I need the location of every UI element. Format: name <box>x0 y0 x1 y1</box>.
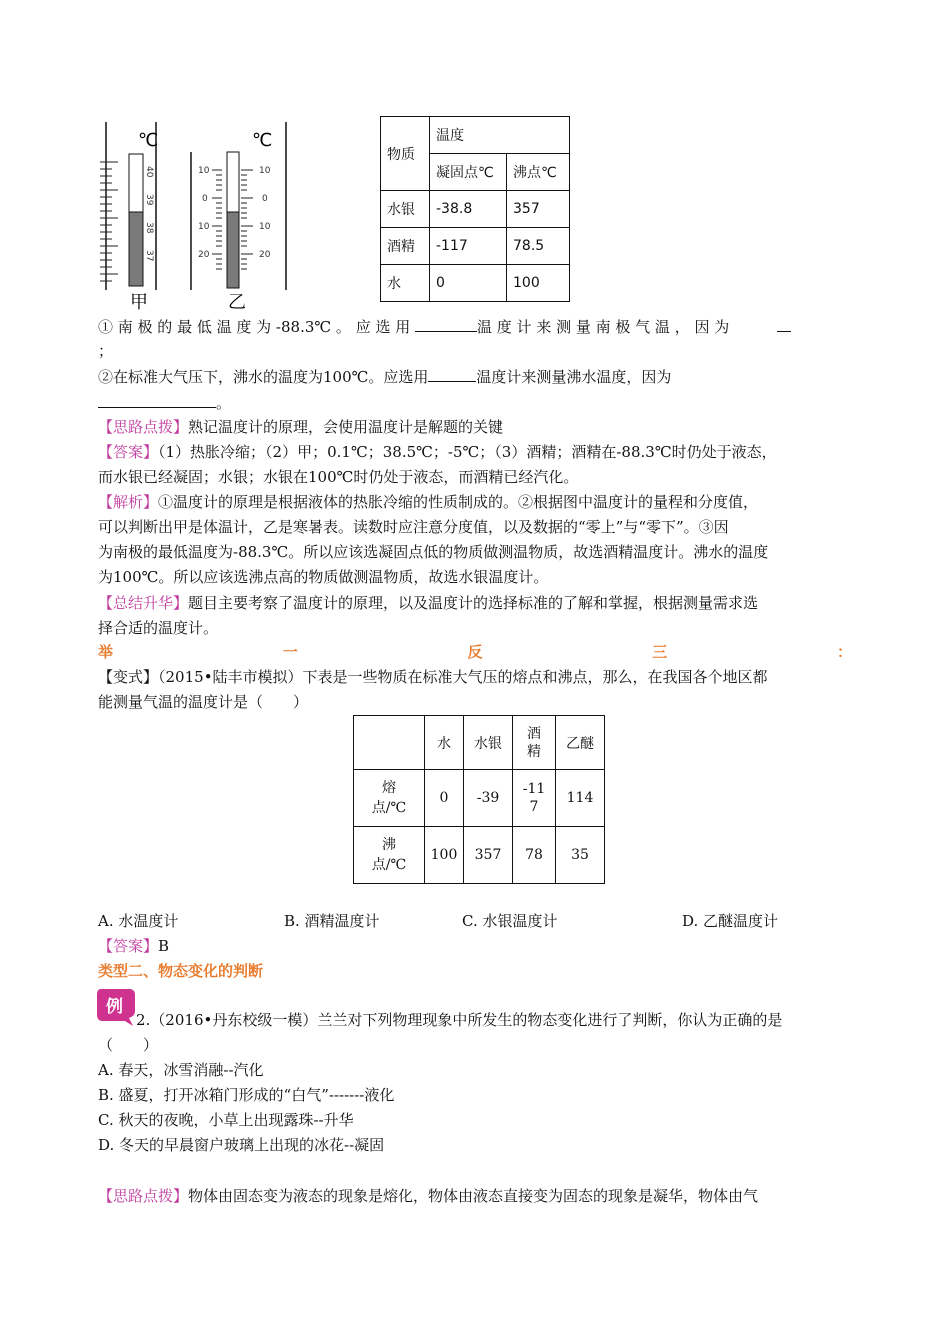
thermo-yi-right-2: 10 <box>259 222 271 232</box>
hint-2: 【思路点拨】物体由固态变为液态的现象是熔化，物体由液态直接变为固态的现象是凝华，物体由气 <box>98 1187 759 1205</box>
question-1-line4: 。 <box>98 392 231 414</box>
table-row: 酒精 -117 78.5 <box>381 228 570 265</box>
thermo-jia-label: 甲 <box>130 292 148 312</box>
table-row: 水 0 100 <box>381 265 570 302</box>
example-line2: （ ） <box>98 1036 159 1054</box>
analysis-1-line1: 【解析】①温度计的原理是根据液体的热胀冷缩的性质制成的。②根据图中温度计的量程和分度值， <box>98 493 759 511</box>
thermo-yi-right-0: 10 <box>259 166 271 176</box>
thermo-yi-column <box>227 212 239 288</box>
example-option-a: A. 春天，冰雪消融--汽化 <box>98 1061 264 1079</box>
thermo-yi-left-ticks <box>212 170 222 269</box>
hint-1: 【思路点拨】熟记温度计的原理，会使用温度计是解题的关键 <box>98 418 504 436</box>
example-line1: 2.（2016•丹东校级一模）兰兰对下列物理现象中所发生的物态变化进行了判断，你认为正确的是 <box>136 1011 783 1029</box>
svg-text:例: 例 <box>106 997 123 1017</box>
question-1-line2: ； <box>98 342 114 360</box>
option-b: B. 酒精温度计 <box>284 912 380 930</box>
table1-col-boiling: 沸点℃ <box>507 154 570 191</box>
answer-1-line1: 【答案】（1）热胀冷缩；（2）甲；0.1℃；38.5℃；-5℃；（3）酒精；酒精在-88.3℃时仍处于液态， <box>98 443 777 461</box>
example-option-b: B. 盛夏，打开冰箱门形成的“白气”-------液化 <box>98 1086 395 1104</box>
thermo-yi-left-0: 10 <box>198 166 210 176</box>
thermo-yi-right-ticks <box>241 170 253 269</box>
analysis-1-line2: 可以判断出甲是体温计，乙是寒暑表。读数时应注意分度值，以及数据的“零上”与“零下”。③因 <box>98 518 729 536</box>
table-row: 水银 -38.8 357 <box>381 191 570 228</box>
answer-1-line2: 而水银已经凝固；水银；水银在100℃时仍处于液态，而酒精已经汽化。 <box>98 468 579 486</box>
melting-boiling-table: 水 水银 酒 精 乙醚 熔 点/℃ 0 -39 -11 7 114 沸 点/℃ 100 357 78 35 <box>353 715 605 884</box>
variant-line2: 能测量气温的温度计是（ ） <box>98 693 309 711</box>
thermo-jia-ticks <box>100 162 118 281</box>
thermometer-figure <box>96 122 296 312</box>
thermo-jia-scale-1: 39 <box>144 194 154 206</box>
juyifansan-heading: 举 一 反 三 ： <box>98 643 852 661</box>
thermo-jia-scale-0: 40 <box>144 166 154 178</box>
table1-header-temp: 温度 <box>430 117 570 154</box>
question-1-line1: ① 南 极 的 最 低 温 度 为 -88.3℃ 。 应 选 用 温 度 计 来 测 量 南 极 气 温 ， 因 为 <box>98 316 791 338</box>
thermo-jia-unit: ℃ <box>138 130 159 151</box>
thermo-jia-scale-3: 37 <box>144 250 154 262</box>
substance-temperature-table <box>380 116 570 302</box>
answer-2: 【答案】B <box>98 937 170 955</box>
summary-1-line2: 择合适的温度计。 <box>98 619 219 637</box>
example-option-c: C. 秋天的夜晚，小草上出现露珠--升华 <box>98 1111 354 1129</box>
analysis-1-line3: 为南极的最低温度为-88.3℃。所以应该选凝固点低的物质做测温物质，故选酒精温度计。沸水的温度 <box>98 543 769 561</box>
thermo-yi-right-1: 0 <box>262 194 268 204</box>
thermo-yi-left-1: 0 <box>202 194 208 204</box>
option-d: D. 乙醚温度计 <box>682 912 779 930</box>
table1-col-freezing: 凝固点℃ <box>430 154 507 191</box>
question-1-line3: ②在标准大气压下，沸水的温度为100℃。应选用 温度计来测量沸水温度，因为 <box>98 368 672 386</box>
thermo-jia-column <box>129 212 143 286</box>
thermo-jia-scale-2: 38 <box>144 222 154 234</box>
table-row: 熔 点/℃ 0 -39 -11 7 114 <box>354 770 605 827</box>
table-row: 沸 点/℃ 100 357 78 35 <box>354 827 605 884</box>
summary-1-line1: 【总结升华】题目主要考察了温度计的原理，以及温度计的选择标准的了解和掌握，根据测量需求选 <box>98 594 759 612</box>
option-a: A. 水温度计 <box>98 912 179 930</box>
analysis-1-line4: 为100℃。所以应该选沸点高的物质做测温物质，故选水银温度计。 <box>98 568 549 586</box>
section-title: 类型二、物态变化的判断 <box>98 962 264 980</box>
thermo-yi-left-3: 20 <box>198 250 210 260</box>
example-option-d: D. 冬天的早晨窗户玻璃上出现的冰花--凝固 <box>98 1136 385 1154</box>
example-icon <box>95 985 137 1027</box>
option-c: C. 水银温度计 <box>462 912 558 930</box>
variant-line1: 【变式】（2015•陆丰市模拟）下表是一些物质在标准大气压的熔点和沸点，那么，在我国各个地区都 <box>98 668 768 686</box>
thermo-yi-label: 乙 <box>228 292 246 312</box>
thermo-yi-left-2: 10 <box>198 222 210 232</box>
thermo-yi-unit: ℃ <box>252 130 273 151</box>
table1-header-substance: 物质 <box>381 117 430 191</box>
thermo-yi-right-3: 20 <box>259 250 271 260</box>
